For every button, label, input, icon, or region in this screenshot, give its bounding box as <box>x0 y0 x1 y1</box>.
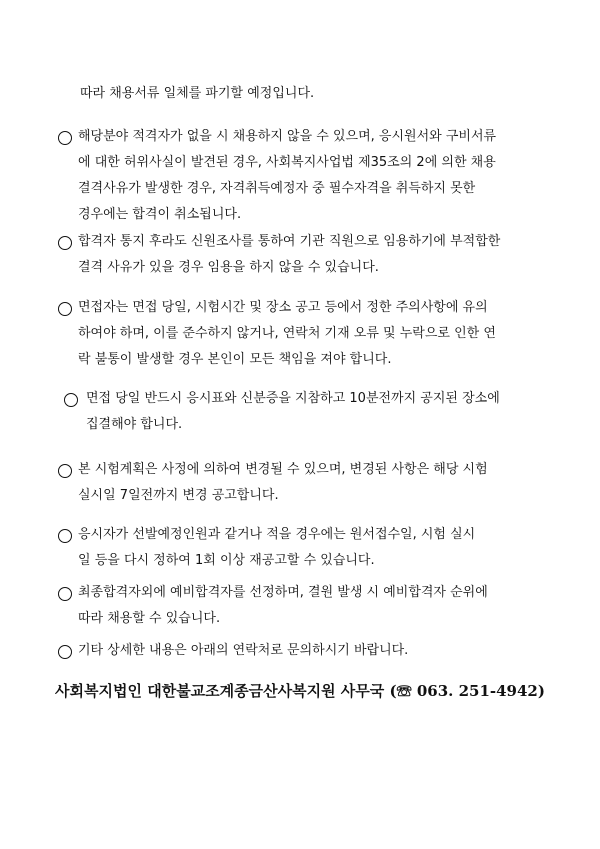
hollow-circle-icon <box>58 645 72 659</box>
hollow-circle-icon <box>64 393 78 407</box>
item-line: 경우에는 합격이 취소됩니다. <box>78 207 242 222</box>
item-text <box>86 386 500 438</box>
hollow-circle-icon <box>58 587 72 601</box>
item-line: 락 불통이 발생할 경우 본인이 모든 책임을 져야 합니다. <box>78 352 392 367</box>
item-text <box>78 638 408 664</box>
hollow-circle-icon <box>58 236 72 250</box>
item-line: 집결해야 합니다. <box>86 417 183 432</box>
item-text <box>78 229 500 281</box>
item-line: 에 대한 허위사실이 발견된 경우, 사회복지사업법 제35조의 2에 의한 채용 <box>78 155 496 170</box>
organization-signature: 사회복지법인 대한불교조계종금산사복지원 사무국 (☏ 063. 251-4942) <box>55 682 545 700</box>
item-line: 면접 당일 반드시 응시표와 신분증을 지참하고 10분전까지 공지된 장소에 <box>86 391 500 406</box>
item-line: 기타 상세한 내용은 아래의 연락처로 문의하시기 바랍니다. <box>78 643 409 658</box>
item-line: 응시자가 선발예정인원과 같거나 적을 경우에는 원서접수일, 시험 실시 <box>78 527 476 542</box>
item-line: 최종합격자외에 예비합격자를 선정하며, 결원 발생 시 예비합격자 순위에 <box>78 585 488 600</box>
item-text <box>78 457 488 509</box>
item-text <box>78 580 488 632</box>
item-text <box>78 522 475 574</box>
item-line: 실시일 7일전까지 변경 공고합니다. <box>78 488 279 503</box>
hollow-circle-icon <box>58 302 72 316</box>
item-text <box>78 124 496 228</box>
continuation-line: 따라 채용서류 일체를 파기할 예정입니다. <box>80 86 315 101</box>
item-text <box>78 295 496 373</box>
hollow-circle-icon <box>58 529 72 543</box>
item-line: 면접자는 면접 당일, 시험시간 및 장소 공고 등에서 정한 주의사항에 유의 <box>78 300 488 315</box>
item-line: 결격 사유가 있을 경우 임용을 하지 않을 수 있습니다. <box>78 260 379 275</box>
item-line: 합격자 통지 후라도 신원조사를 통하여 기관 직원으로 임용하기에 부적합한 <box>78 234 501 249</box>
item-line: 따라 채용할 수 있습니다. <box>78 611 221 626</box>
item-line: 결격사유가 발생한 경우, 자격취득예정자 중 필수자격을 취득하지 못한 <box>78 181 476 196</box>
item-line: 본 시험계획은 사정에 의하여 변경될 수 있으며, 변경된 사항은 해당 시험 <box>78 462 488 477</box>
item-line: 일 등을 다시 정하여 1회 이상 재공고할 수 있습니다. <box>78 553 375 568</box>
item-line: 하여야 하며, 이를 준수하지 않거나, 연락처 기재 오류 및 누락으로 인한 연 <box>78 326 496 341</box>
hollow-circle-icon <box>58 464 72 478</box>
hollow-circle-icon <box>58 131 72 145</box>
item-line: 해당분야 적격자가 없을 시 채용하지 않을 수 있으며, 응시원서와 구비서류 <box>78 129 497 144</box>
